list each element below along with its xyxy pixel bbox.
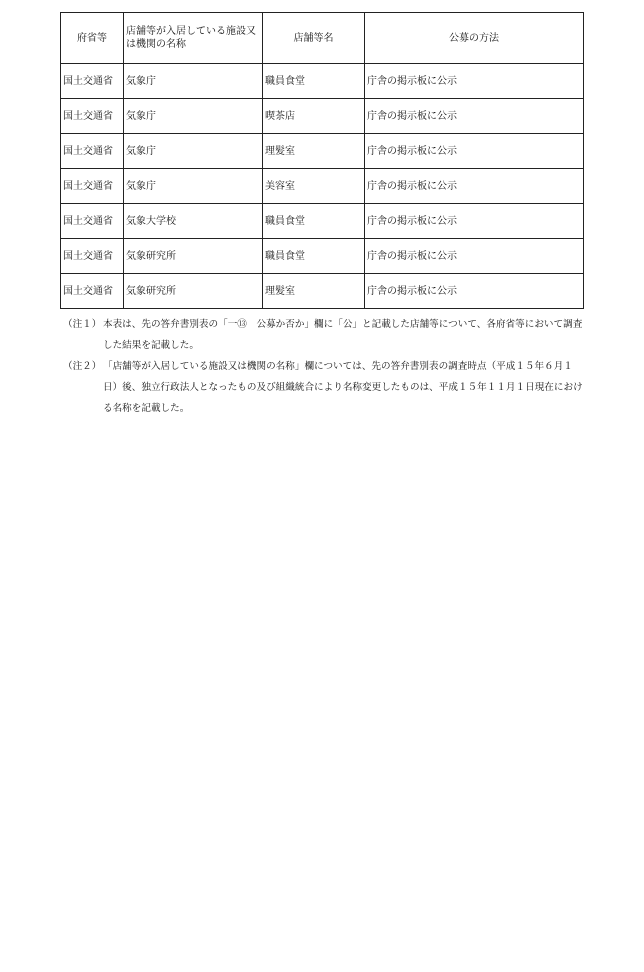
cell-store: 美容室 [263, 169, 365, 204]
cell-ministry: 国土交通省 [61, 64, 124, 99]
note-2 [63, 356, 585, 419]
header-method: 公募の方法 [365, 13, 584, 64]
table-row [61, 274, 584, 309]
cell-method: 庁舎の掲示板に公示 [365, 134, 584, 169]
cell-store: 職員食堂 [263, 64, 365, 99]
header-row [61, 13, 584, 64]
facilities-table [60, 12, 584, 309]
cell-facility: 気象庁 [124, 134, 263, 169]
cell-method: 庁舎の掲示板に公示 [365, 239, 584, 274]
cell-method: 庁舎の掲示板に公示 [365, 99, 584, 134]
cell-ministry: 国土交通省 [61, 134, 124, 169]
table-row [61, 64, 584, 99]
table-row [61, 239, 584, 274]
cell-facility: 気象研究所 [124, 239, 263, 274]
header-facility: 店舗等が入居している施設又は機関の名称 [124, 13, 263, 64]
header-ministry: 府省等 [61, 13, 124, 64]
cell-facility: 気象庁 [124, 64, 263, 99]
cell-method: 庁舎の掲示板に公示 [365, 274, 584, 309]
cell-ministry: 国土交通省 [61, 274, 124, 309]
cell-ministry: 国土交通省 [61, 169, 124, 204]
cell-facility: 気象庁 [124, 169, 263, 204]
note-1-text: 本表は、先の答弁書別表の「一⑬ 公募か否か」欄に「公」と記載した店舗等について、各府省等において調査した結果を記載した。 [103, 319, 583, 351]
cell-store: 理髪室 [263, 274, 365, 309]
header-store: 店舗等名 [263, 13, 365, 64]
cell-ministry: 国土交通省 [61, 204, 124, 239]
note-2-text: 「店舗等が入居している施設又は機関の名称」欄については、先の答弁書別表の調査時点（平成１５年６月１日）後、独立行政法人となったもの及び組織統合により名称変更したものは、平成１５年１１月１日現在における名称を記載した。 [103, 361, 583, 414]
note-1 [63, 314, 585, 356]
table-row [61, 204, 584, 239]
cell-store: 職員食堂 [263, 204, 365, 239]
cell-ministry: 国土交通省 [61, 239, 124, 274]
cell-ministry: 国土交通省 [61, 99, 124, 134]
cell-method: 庁舎の掲示板に公示 [365, 204, 584, 239]
notes [63, 314, 585, 419]
cell-method: 庁舎の掲示板に公示 [365, 64, 584, 99]
table-row [61, 169, 584, 204]
cell-facility: 気象庁 [124, 99, 263, 134]
cell-store: 喫茶店 [263, 99, 365, 134]
cell-store: 理髪室 [263, 134, 365, 169]
cell-store: 職員食堂 [263, 239, 365, 274]
cell-facility: 気象大学校 [124, 204, 263, 239]
note-1-label: （注１） [63, 319, 102, 330]
table-row [61, 99, 584, 134]
cell-facility: 気象研究所 [124, 274, 263, 309]
cell-method: 庁舎の掲示板に公示 [365, 169, 584, 204]
note-2-label: （注２） [63, 361, 102, 372]
table-row [61, 134, 584, 169]
